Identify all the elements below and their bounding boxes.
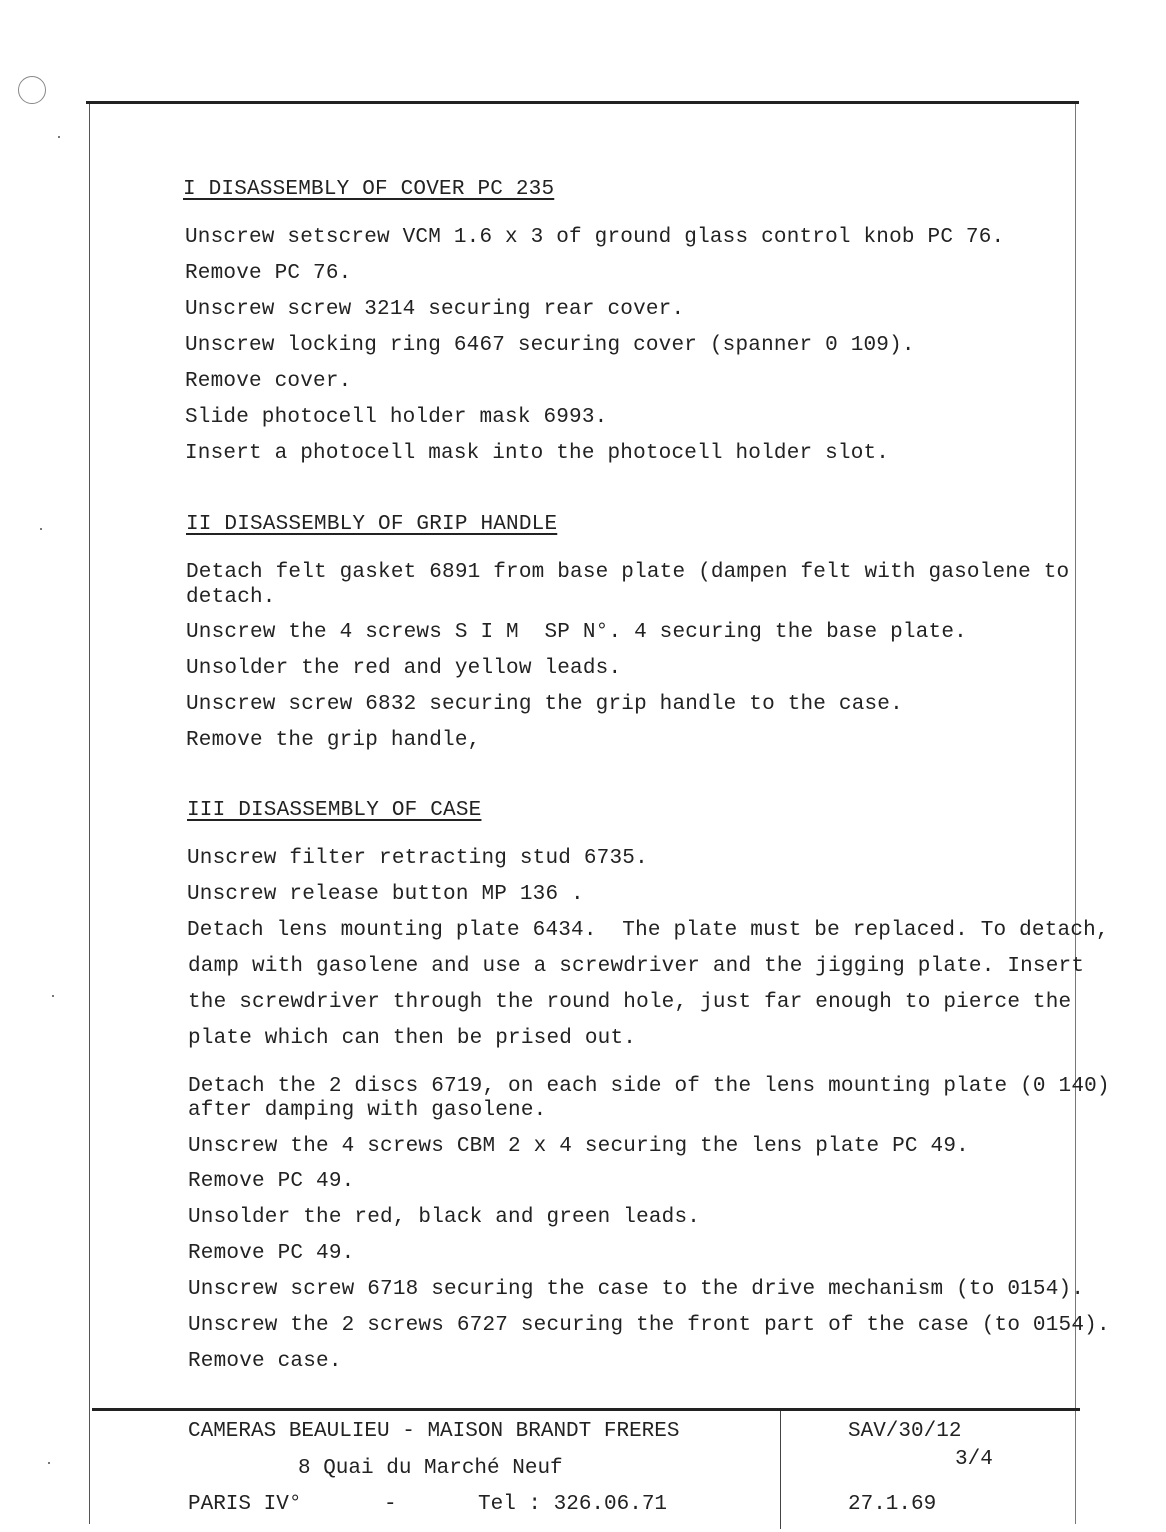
page-number: 3/4 [955, 1448, 993, 1471]
document-date: 27.1.69 [848, 1493, 937, 1516]
instruction-line: Unscrew screw 6718 securing the case to the drive mechanism (to 0154). [188, 1278, 1085, 1301]
footer-address: 8 Quai du Marché Neuf [298, 1457, 563, 1480]
instruction-line: Unscrew locking ring 6467 securing cover (spanner 0 109). [185, 334, 915, 357]
scan-speck [52, 995, 54, 997]
instruction-line: Unscrew the 2 screws 6727 securing the front part of the case (to 0154). [188, 1314, 1110, 1337]
instruction-line: Unsolder the red, black and green leads. [188, 1206, 701, 1229]
document-reference: SAV/30/12 [848, 1420, 962, 1443]
top-rule [86, 101, 1079, 104]
section-heading-cover: I DISASSEMBLY OF COVER PC 235 [183, 178, 555, 201]
instruction-line: Remove PC 49. [188, 1170, 355, 1193]
scan-speck [58, 136, 60, 138]
footer-phone: Tel : 326.06.71 [478, 1493, 668, 1516]
scan-speck [40, 528, 42, 530]
right-margin-rule [1075, 104, 1076, 1524]
instruction-line: after damping with gasolene. [188, 1099, 547, 1122]
instruction-line: Unscrew screw 6832 securing the grip handle to the case. [186, 693, 903, 716]
instruction-line: Detach lens mounting plate 6434. The plate must be replaced. To detach, [187, 919, 1109, 942]
instruction-line: Remove the grip handle, [186, 729, 481, 752]
section-heading-grip-handle: II DISASSEMBLY OF GRIP HANDLE [186, 513, 558, 536]
instruction-line: Detach the 2 discs 6719, on each side of the lens mounting plate (0 140) [188, 1075, 1110, 1098]
instruction-line: damp with gasolene and use a screwdriver and the jigging plate. Insert [188, 955, 1085, 978]
instruction-line: Slide photocell holder mask 6993. [185, 406, 608, 429]
instruction-line: Remove PC 76. [185, 262, 352, 285]
instruction-line: Unscrew filter retracting stud 6735. [187, 847, 648, 870]
instruction-line: plate which can then be prised out. [188, 1027, 637, 1050]
section-heading-case: III DISASSEMBLY OF CASE [187, 799, 482, 822]
footer-dash: - [384, 1493, 397, 1516]
footer-divider [780, 1411, 781, 1529]
instruction-line: Unscrew release button MP 136 . [187, 883, 584, 906]
instruction-line: Insert a photocell mask into the photocell holder slot. [185, 442, 890, 465]
instruction-line: Unscrew the 4 screws CBM 2 x 4 securing the lens plate PC 49. [188, 1135, 969, 1158]
instruction-line: the screwdriver through the round hole, just far enough to pierce the [188, 991, 1072, 1014]
instruction-line: Remove PC 49. [188, 1242, 355, 1265]
instruction-line: Detach felt gasket 6891 from base plate (dampen felt with gasolene to [186, 561, 1070, 584]
instruction-line: detach. [186, 586, 276, 609]
binder-hole [18, 76, 46, 104]
instruction-line: Remove cover. [185, 370, 352, 393]
instruction-line: Unsolder the red and yellow leads. [186, 657, 622, 680]
instruction-line: Unscrew the 4 screws S I M SP N°. 4 securing the base plate. [186, 621, 967, 644]
instruction-line: Unscrew screw 3214 securing rear cover. [185, 298, 685, 321]
footer-city: PARIS IV° [188, 1493, 302, 1516]
footer-top-rule [92, 1408, 1080, 1411]
instruction-line: Unscrew setscrew VCM 1.6 x 3 of ground glass control knob PC 76. [185, 226, 1005, 249]
left-margin-rule [89, 104, 90, 1524]
scan-speck [48, 1462, 50, 1464]
footer-company: CAMERAS BEAULIEU - MAISON BRANDT FRERES [188, 1420, 680, 1443]
instruction-line: Remove case. [188, 1350, 342, 1373]
